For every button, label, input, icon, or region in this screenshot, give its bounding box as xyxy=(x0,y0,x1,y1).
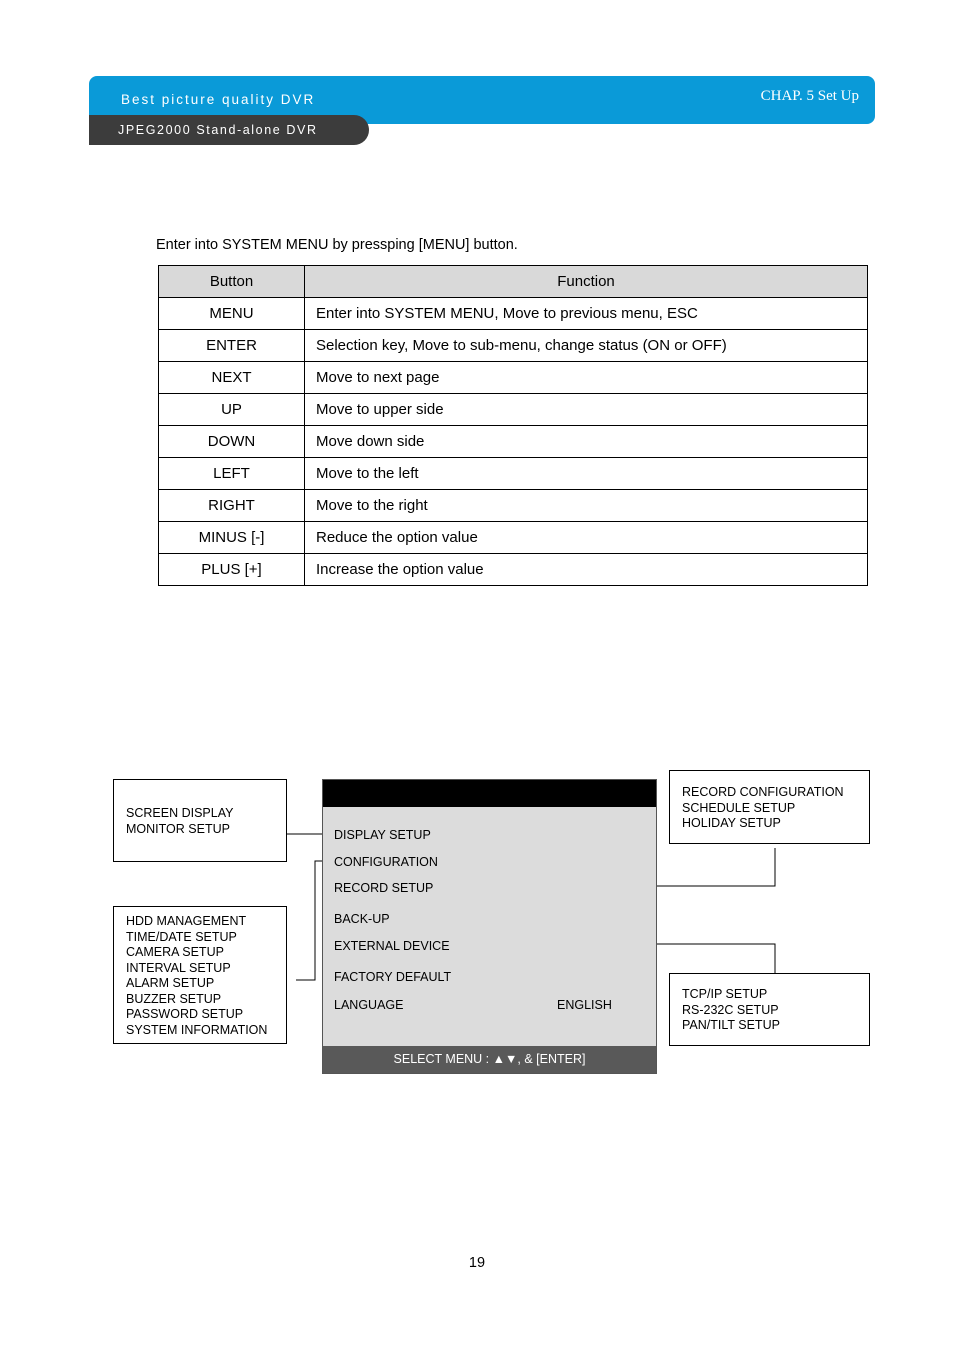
display-setup-box xyxy=(113,779,287,862)
table-row xyxy=(159,362,868,394)
list-item: PAN/TILT SETUP xyxy=(682,1018,780,1032)
list-item: HDD MANAGEMENT xyxy=(126,914,247,928)
list-item: SCHEDULE SETUP xyxy=(682,800,796,815)
table-row xyxy=(159,554,868,586)
page-number: 19 xyxy=(468,1255,486,1271)
menu-item-language[interactable]: LANGUAGE xyxy=(334,998,404,1012)
function-cell: Move to next page xyxy=(305,362,868,394)
list-item: PASSWORD SETUP xyxy=(126,1007,244,1021)
function-cell: Reduce the option value xyxy=(305,522,868,554)
button-cell: MINUS [-] xyxy=(159,522,305,554)
table-row xyxy=(159,298,868,330)
table-header-row xyxy=(159,266,868,298)
function-cell: Move to the right xyxy=(305,490,868,522)
function-cell: Increase the option value xyxy=(305,554,868,586)
list-item: HOLIDAY SETUP xyxy=(682,816,781,830)
button-cell: UP xyxy=(159,394,305,426)
button-cell: LEFT xyxy=(159,458,305,490)
function-cell: Move to upper side xyxy=(305,394,868,426)
external-device-box xyxy=(669,973,870,1046)
list-item: SYSTEM INFORMATION xyxy=(126,1022,268,1037)
menu-item-display-setup[interactable]: DISPLAY SETUP xyxy=(334,828,431,842)
table-row xyxy=(159,458,868,490)
list-item: INTERVAL SETUP xyxy=(126,960,231,975)
button-function-table xyxy=(158,265,868,586)
table-row xyxy=(159,490,868,522)
table-row xyxy=(159,426,868,458)
function-cell: Selection key, Move to sub-menu, change status (ON or OFF) xyxy=(305,330,868,362)
button-cell: RIGHT xyxy=(159,490,305,522)
system-menu-screen xyxy=(322,779,657,1074)
button-cell: NEXT xyxy=(159,362,305,394)
language-value[interactable]: ENGLISH xyxy=(557,998,612,1012)
header-subtitle: JPEG2000 Stand-alone DVR xyxy=(118,123,318,137)
list-item: SCREEN DISPLAY xyxy=(126,806,234,820)
list-item: MONITOR SETUP xyxy=(126,821,230,836)
configuration-box xyxy=(113,906,287,1044)
button-cell: PLUS [+] xyxy=(159,554,305,586)
table-row xyxy=(159,522,868,554)
button-cell: MENU xyxy=(159,298,305,330)
list-item: CAMERA SETUP xyxy=(126,945,224,959)
function-cell: Enter into SYSTEM MENU, Move to previous menu, ESC xyxy=(305,298,868,330)
table-header-function: Function xyxy=(305,266,868,298)
intro-text: Enter into SYSTEM MENU by pressping [MENU] button. xyxy=(156,237,518,253)
chapter-label: CHAP. 5 Set Up xyxy=(760,88,859,104)
table-row xyxy=(159,330,868,362)
table-header-button: Button xyxy=(159,266,305,298)
menu-item-record-setup[interactable]: RECORD SETUP xyxy=(334,881,434,895)
menu-item-factory-default[interactable]: FACTORY DEFAULT xyxy=(334,970,452,984)
header-subbanner xyxy=(89,115,369,145)
header-title: Best picture quality DVR xyxy=(121,92,316,107)
table-row xyxy=(159,394,868,426)
list-item: RECORD CONFIGURATION xyxy=(682,785,844,799)
record-setup-box xyxy=(669,770,870,844)
function-cell: Move down side xyxy=(305,426,868,458)
menu-item-configuration[interactable]: CONFIGURATION xyxy=(334,855,438,869)
menu-footer-hint: SELECT MENU : ▲▼, & [ENTER] xyxy=(323,1046,656,1073)
list-item: RS-232C SETUP xyxy=(682,1002,779,1017)
list-item: TIME/DATE SETUP xyxy=(126,929,237,944)
button-cell: ENTER xyxy=(159,330,305,362)
menu-item-external-device[interactable]: EXTERNAL DEVICE xyxy=(334,939,450,953)
menu-item-backup[interactable]: BACK-UP xyxy=(334,912,390,926)
menu-title-bar xyxy=(323,780,656,807)
function-cell: Move to the left xyxy=(305,458,868,490)
list-item: ALARM SETUP xyxy=(126,976,215,990)
list-item: TCP/IP SETUP xyxy=(682,987,768,1001)
button-cell: DOWN xyxy=(159,426,305,458)
list-item: BUZZER SETUP xyxy=(126,991,222,1006)
